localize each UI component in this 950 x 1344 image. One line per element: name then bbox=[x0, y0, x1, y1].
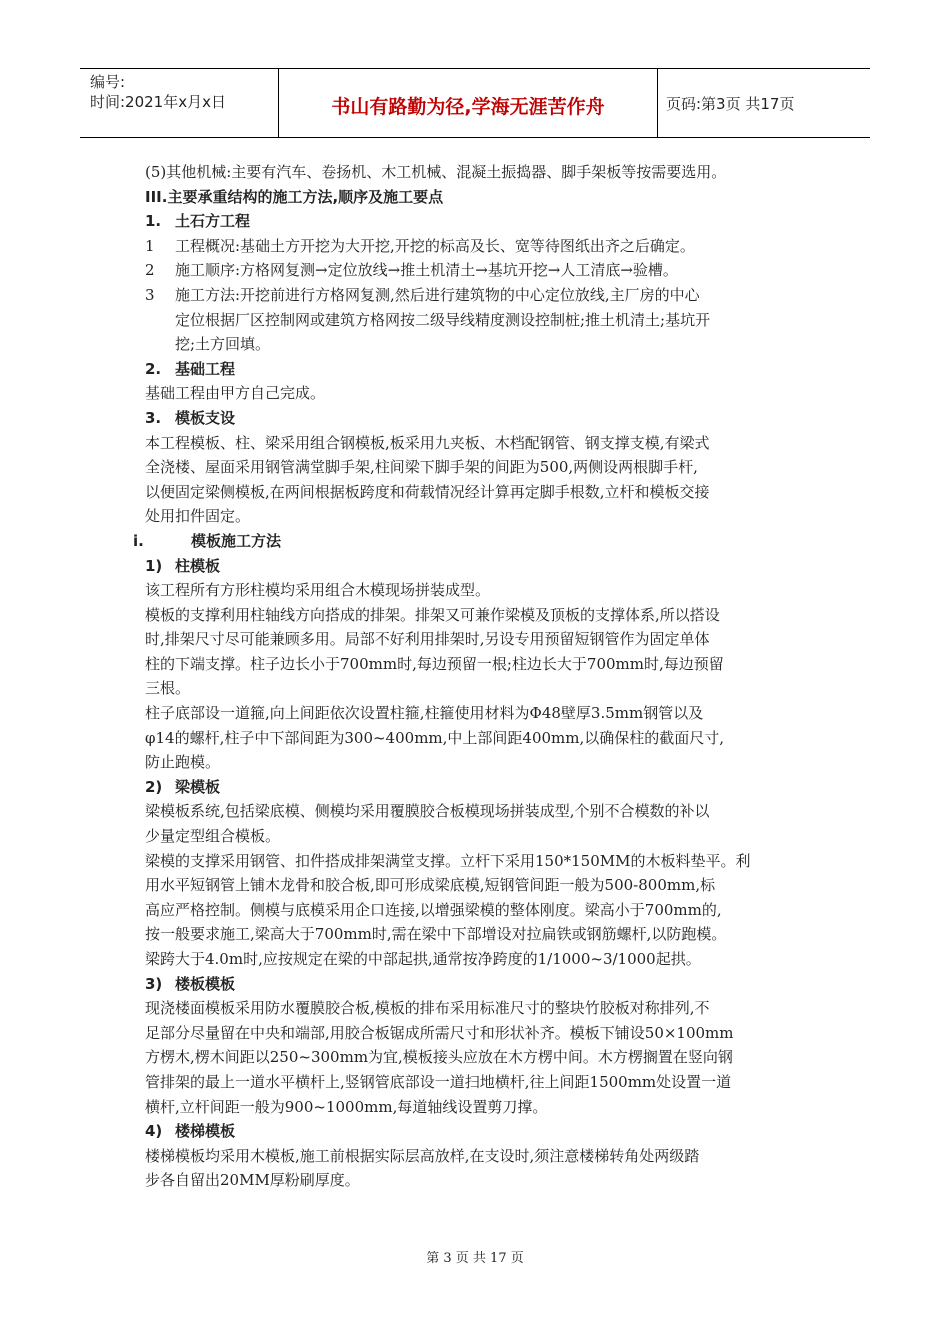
text-line: 梁模的支撑采用钢管、扣件搭成排架满堂支撑。立杆下采用150*150MM的木板料垫平。利 bbox=[145, 851, 751, 870]
heading-title: 楼板模板 bbox=[175, 974, 236, 993]
item-text-continued: 定位根据厂区控制网或建筑方格网按二级导线精度测设控制桩;推土机清土;基坑开 bbox=[175, 310, 711, 329]
text-line: 按一般要求施工,梁高大于700mm时,需在梁中下部增设对拉扁铁或钢筋螺杆,以防跑模。 bbox=[145, 925, 727, 944]
section-number: 3. bbox=[145, 408, 162, 427]
text-line: 全浇楼、屋面采用钢管满堂脚手架,柱间梁下脚手架的间距为500,两侧设两根脚手杆, bbox=[145, 458, 698, 477]
item-text: 施工方法:开挖前进行方格网复测,然后进行建筑物的中心定位放线,主厂房的中心 bbox=[175, 285, 700, 304]
item-number: 1 bbox=[145, 236, 155, 255]
page-header bbox=[80, 68, 870, 138]
doc-time-label: 时间:2021年x月x日 bbox=[90, 93, 226, 111]
text-line: 处用扣件固定。 bbox=[145, 507, 251, 526]
text-line: 时,排架尺寸尽可能兼顾多用。局部不好利用排架时,另设专用预留短钢管作为固定单体 bbox=[145, 630, 710, 649]
section-number: 1. bbox=[145, 212, 162, 231]
text-line: 用水平短钢管上铺木龙骨和胶合板,即可形成梁底模,短钢管间距一般为500-800mm,标 bbox=[145, 876, 716, 895]
text-line: (5)其他机械:主要有汽车、卷扬机、木工机械、混凝土振捣器、脚手架板等按需要选用。 bbox=[145, 163, 727, 181]
heading-number: 1) bbox=[145, 556, 163, 575]
heading-number: 4) bbox=[145, 1122, 163, 1141]
heading-number: 3) bbox=[145, 974, 163, 993]
item-number: 2 bbox=[145, 261, 155, 280]
item-text: 施工顺序:方格网复测→定位放线→推土机清土→基坑开挖→人工清底→验槽。 bbox=[175, 261, 678, 280]
text-line: 梁模板系统,包括梁底模、侧模均采用覆膜胶合板模现场拼装成型,个别不合模数的补以 bbox=[145, 802, 710, 821]
text-line: 以便固定梁侧模板,在两间根据板跨度和荷载情况经计算再定脚手根数,立杆和模板交接 bbox=[145, 482, 710, 501]
text-line: 横杆,立杆间距一般为900~1000mm,每道轴线设置剪刀撑。 bbox=[145, 1097, 548, 1116]
header-motto: 书山有路勤为径,学海无涯苦作舟 bbox=[279, 69, 658, 137]
text-line: 柱子底部设一道箍,向上间距依次设置柱箍,柱箍使用材料为Φ48壁厚3.5mm钢管以及 bbox=[145, 704, 704, 723]
section-title: 模板支设 bbox=[175, 408, 236, 427]
item-text-continued: 挖;土方回填。 bbox=[175, 335, 271, 354]
text-line: 管排架的最上一道水平横杆上,竖钢管底部设一道扫地横杆,往上间距1500mm处设置一道 bbox=[145, 1072, 732, 1091]
item-number: 3 bbox=[145, 285, 155, 304]
text-line: 防止跑模。 bbox=[145, 753, 221, 772]
text-line: 模板的支撑利用柱轴线方向搭成的排架。排架又可兼作梁模及顶板的支撑体系,所以搭设 bbox=[145, 605, 720, 624]
text-line: 步各自留出20MM厚粉刷厚度。 bbox=[145, 1171, 360, 1190]
text-line: 楼梯模板均采用木模板,施工前根据实际层高放样,在支设时,须注意楼梯转角处两级踏 bbox=[145, 1146, 700, 1165]
document-body bbox=[133, 160, 825, 1193]
section-heading: III.主要承重结构的施工方法,顺序及施工要点 bbox=[145, 187, 444, 206]
text-line: 柱的下端支撑。柱子边长小于700mm时,每边预留一根;柱边长大于700mm时,每边预留 bbox=[145, 654, 724, 673]
text-line: 方楞木,楞木间距以250~300mm为宜,模板接头应放在木方楞中间。木方楞搁置在竖向钢 bbox=[145, 1048, 733, 1067]
text-line: φ14的螺杆,柱子中下部间距为300~400mm,中上部间距400mm,以确保柱的截面尺寸, bbox=[145, 728, 725, 747]
text-line: 少量定型组合模板。 bbox=[145, 827, 281, 846]
heading-title: 柱模板 bbox=[175, 556, 221, 575]
section-title: 基础工程 bbox=[175, 359, 236, 378]
subsection-number: i. bbox=[133, 531, 144, 550]
text-line: 高应严格控制。侧模与底模采用企口连接,以增强梁模的整体刚度。梁高小于700mm的, bbox=[145, 900, 722, 919]
heading-title: 梁模板 bbox=[175, 777, 221, 796]
header-page-code: 页码:第3页 共17页 bbox=[666, 94, 795, 113]
text-line: 本工程模板、柱、梁采用组合钢模板,板采用九夹板、木档配钢管、钢支撑支模,有梁式 bbox=[145, 433, 710, 452]
text-line: 基础工程由甲方自己完成。 bbox=[145, 384, 326, 403]
page-footer: 第 3 页 共 17 页 bbox=[426, 1251, 524, 1266]
heading-title: 楼梯模板 bbox=[175, 1122, 236, 1141]
text-line: 现浇楼面模板采用防水覆膜胶合板,模板的排布采用标准尺寸的整块竹胶板对称排列,不 bbox=[145, 999, 710, 1018]
text-line: 足部分尽量留在中央和端部,用胶合板锯成所需尺寸和形状补齐。模板下铺设50×100mm bbox=[145, 1023, 734, 1042]
subsection-title: 模板施工方法 bbox=[191, 531, 282, 550]
doc-code-label: 编号: bbox=[90, 73, 126, 91]
text-line: 三根。 bbox=[145, 679, 191, 698]
section-number: 2. bbox=[145, 359, 162, 378]
text-line: 梁跨大于4.0m时,应按规定在梁的中部起拱,通常按净跨度的1/1000~3/1000起拱。 bbox=[145, 950, 701, 968]
header-info-cell bbox=[80, 69, 279, 137]
text-line: 该工程所有方形柱模均采用组合木模现场拼装成型。 bbox=[145, 581, 491, 600]
item-text: 工程概况:基础土方开挖为大开挖,开挖的标高及长、宽等待图纸出齐之后确定。 bbox=[175, 236, 695, 255]
heading-number: 2) bbox=[145, 777, 163, 796]
section-title: 土石方工程 bbox=[175, 212, 251, 231]
